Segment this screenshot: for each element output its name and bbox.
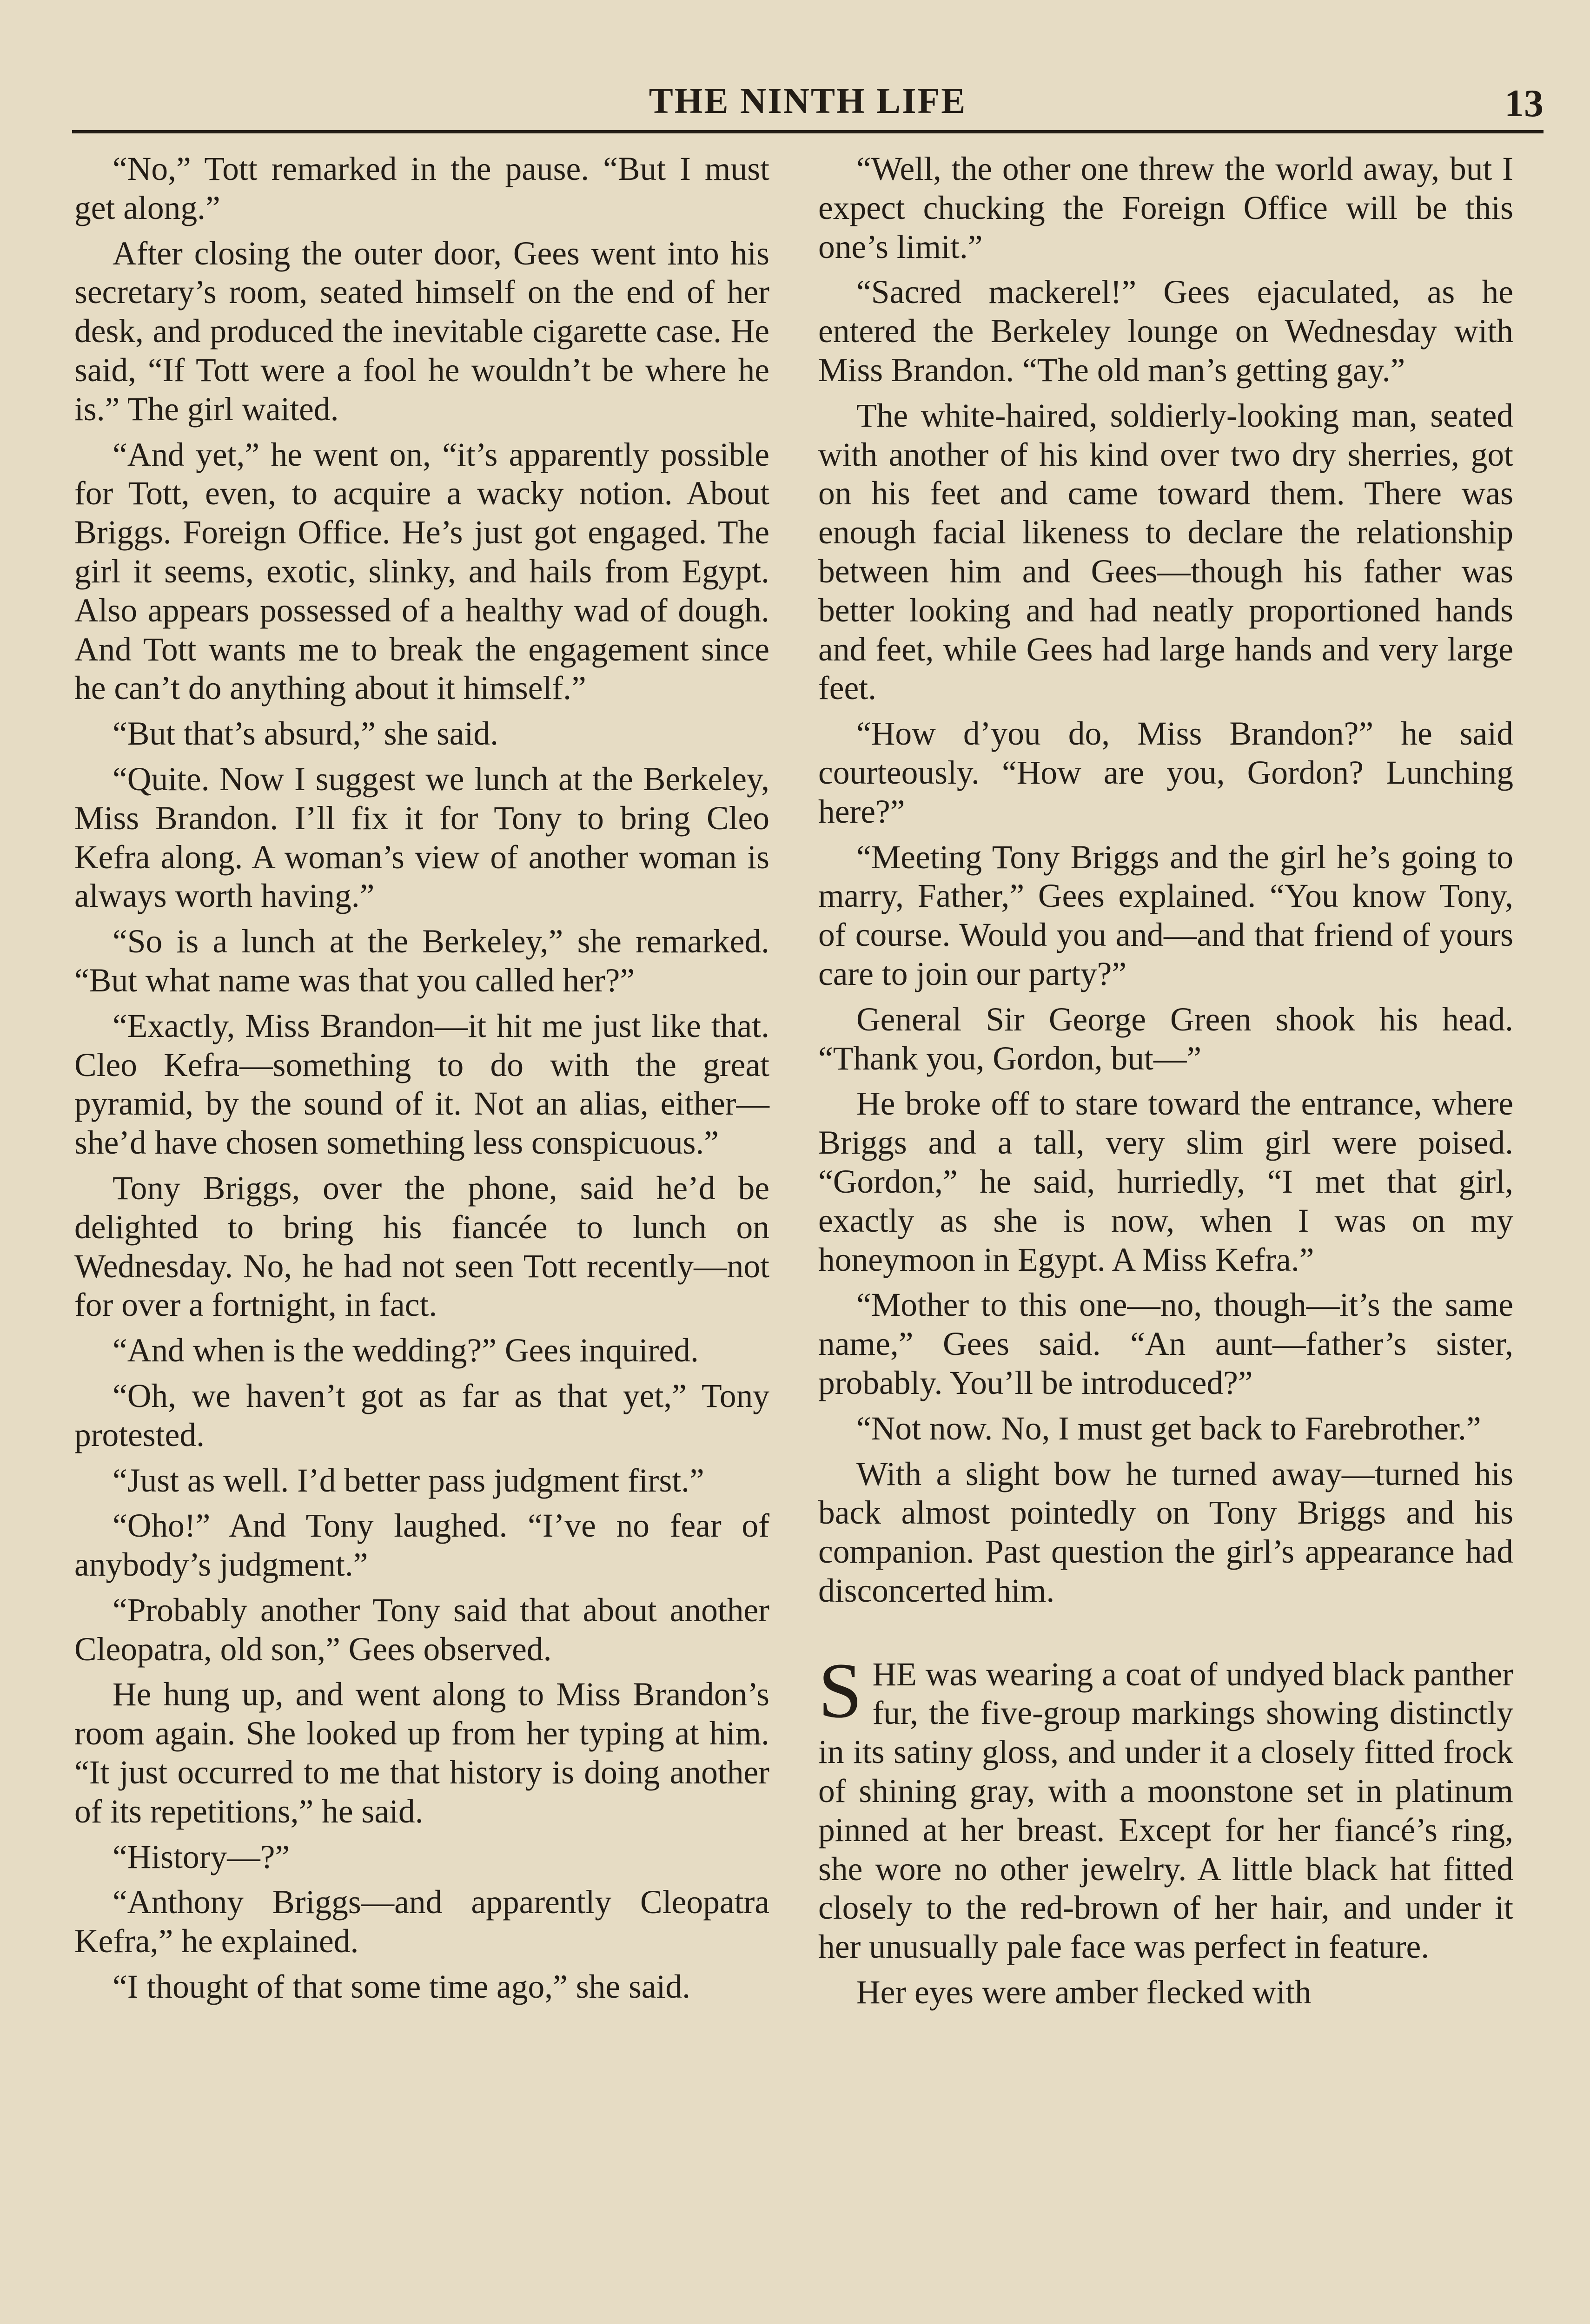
paragraph: “Sacred mackerel!” Gees ejaculated, as he entered the Berkeley lounge on Wednesday with Miss Brandon. “The old man’s getting gay.” xyxy=(818,274,1513,389)
section-opening-text: HE was wearing a coat of undyed black panther fur, the five-group markings showing distinctly in its satiny gloss, and under it a closely fitted frock of shining gray, with a moonstone set in platinum pinned at her breast. Except for her fiancé’s ring, she wore no other jewelry. A little black hat fitted closely to the red-brown of her hair, and under it her unusually pale face was perfect in feature. xyxy=(818,1656,1513,1966)
paragraph: “Well, the other one threw the world away, but I expect chucking the Foreign Office will be this one’s limit.” xyxy=(818,151,1513,265)
paragraph: “And when is the wedding?” Gees inquired. xyxy=(113,1332,699,1369)
paragraph: He hung up, and went along to Miss Brandon’s room again. She looked up from her typing at him. “It just occurred to me that history is doing another of its repetitions,” he said. xyxy=(74,1676,769,1830)
paragraph: “Meeting Tony Briggs and the girl he’s going to marry, Father,” Gees explained. “You know Tony, of course. Would you and—and that friend of yours care to join our party?” xyxy=(818,838,1513,992)
paragraph: “Oh, we haven’t got as far as that yet,” Tony protested. xyxy=(74,1377,769,1453)
header-rule xyxy=(72,130,1544,133)
paragraph: “So is a lunch at the Berkeley,” she remarked. “But what name was that you called her?” xyxy=(74,923,769,999)
running-title: THE NINTH LIFE xyxy=(649,80,967,121)
paragraph: With a slight bow he turned away—turned his back almost pointedly on Tony Briggs and his companion. Past question the girl’s appearance had disconcerted him. xyxy=(818,1455,1513,1609)
right-column xyxy=(818,150,1513,2019)
paragraph: “And yet,” he went on, “it’s apparently possible for Tott, even, to acquire a wacky notion. About Briggs. Foreign Office. He’s just got engaged. The girl it seems, exotic, slinky, and hails from Egypt. Also appears possessed of a healthy wad of dough. And Tott wants me to break the engagement since he can’t do anything about it himself.” xyxy=(74,436,769,707)
paragraph: Her eyes were amber flecked with xyxy=(856,1974,1312,2011)
paragraph: “Exactly, Miss Brandon—it hit me just like that. Cleo Kefra—something to do with the great pyramid, by the sound of it. Not an alias, either—she’d have chosen something less conspicuous.” xyxy=(74,1007,769,1162)
drop-cap: S xyxy=(818,1646,862,1734)
paragraph: “But that’s absurd,” she said. xyxy=(113,715,499,753)
section-opening-paragraph xyxy=(818,1646,1513,1967)
paragraph: “How d’you do, Miss Brandon?” he said courteously. “How are you, Gordon? Lunching here?” xyxy=(818,715,1513,830)
paragraph: “Mother to this one—no, though—it’s the same name,” Gees said. “An aunt—father’s sister, probably. You’ll be introduced?” xyxy=(818,1287,1513,1401)
paragraph: “I thought of that some time ago,” she said. xyxy=(113,1968,691,2006)
paragraph: “Probably another Tony said that about another Cleopatra, old son,” Gees observed. xyxy=(74,1591,769,1668)
paragraph: “Quite. Now I suggest we lunch at the Berkeley, Miss Brandon. I’ll fix it for Tony to bring Cleo Kefra along. A woman’s view of another woman is always worth having.” xyxy=(74,760,769,915)
paragraph: “History—?” xyxy=(113,1838,290,1875)
page-number: 13 xyxy=(1504,82,1544,125)
paragraph: Tony Briggs, over the phone, said he’d be delighted to bring his fiancée to lunch on Wednesday. No, he had not seen Tott recently—not for over a fortnight, in fact. xyxy=(74,1169,769,1324)
paragraph: “Anthony Briggs—and apparently Cleopatra Kefra,” he explained. xyxy=(74,1884,769,1960)
paragraph: The white-haired, soldierly-looking man, seated with another of his kind over two dry sherries, got on his feet and came toward them. There was enough facial likeness to declare the relationship between him and Gees—though his father was better looking and had neatly proportioned hands and feet, while Gees had large hands and very large feet. xyxy=(818,397,1513,707)
paragraph: He broke off to stare toward the entrance, where Briggs and a tall, very slim girl were poised. “Gordon,” he said, hurriedly, “I met that girl, exactly as she is now, when I was on my honeymoon in Egypt. A Miss Kefra.” xyxy=(818,1085,1513,1278)
paragraph: General Sir George Green shook his head. “Thank you, Gordon, but—” xyxy=(818,1001,1513,1077)
paragraph: After closing the outer door, Gees went into his secretary’s room, seated himself on the end of her desk, and produced the inevitable cigarette case. He said, “If Tott were a fool he wouldn’t be where he is.” The girl waited. xyxy=(74,235,769,428)
paragraph: “No,” Tott remarked in the pause. “But I must get along.” xyxy=(74,151,769,226)
paragraph: “Oho!” And Tony laughed. “I’ve no fear of anybody’s judgment.” xyxy=(74,1507,769,1584)
paragraph: “Just as well. I’d better pass judgment first.” xyxy=(113,1462,704,1499)
page-header xyxy=(72,74,1544,135)
paragraph: “Not now. No, I must get back to Farebrother.” xyxy=(856,1410,1481,1447)
left-column xyxy=(74,150,769,2013)
